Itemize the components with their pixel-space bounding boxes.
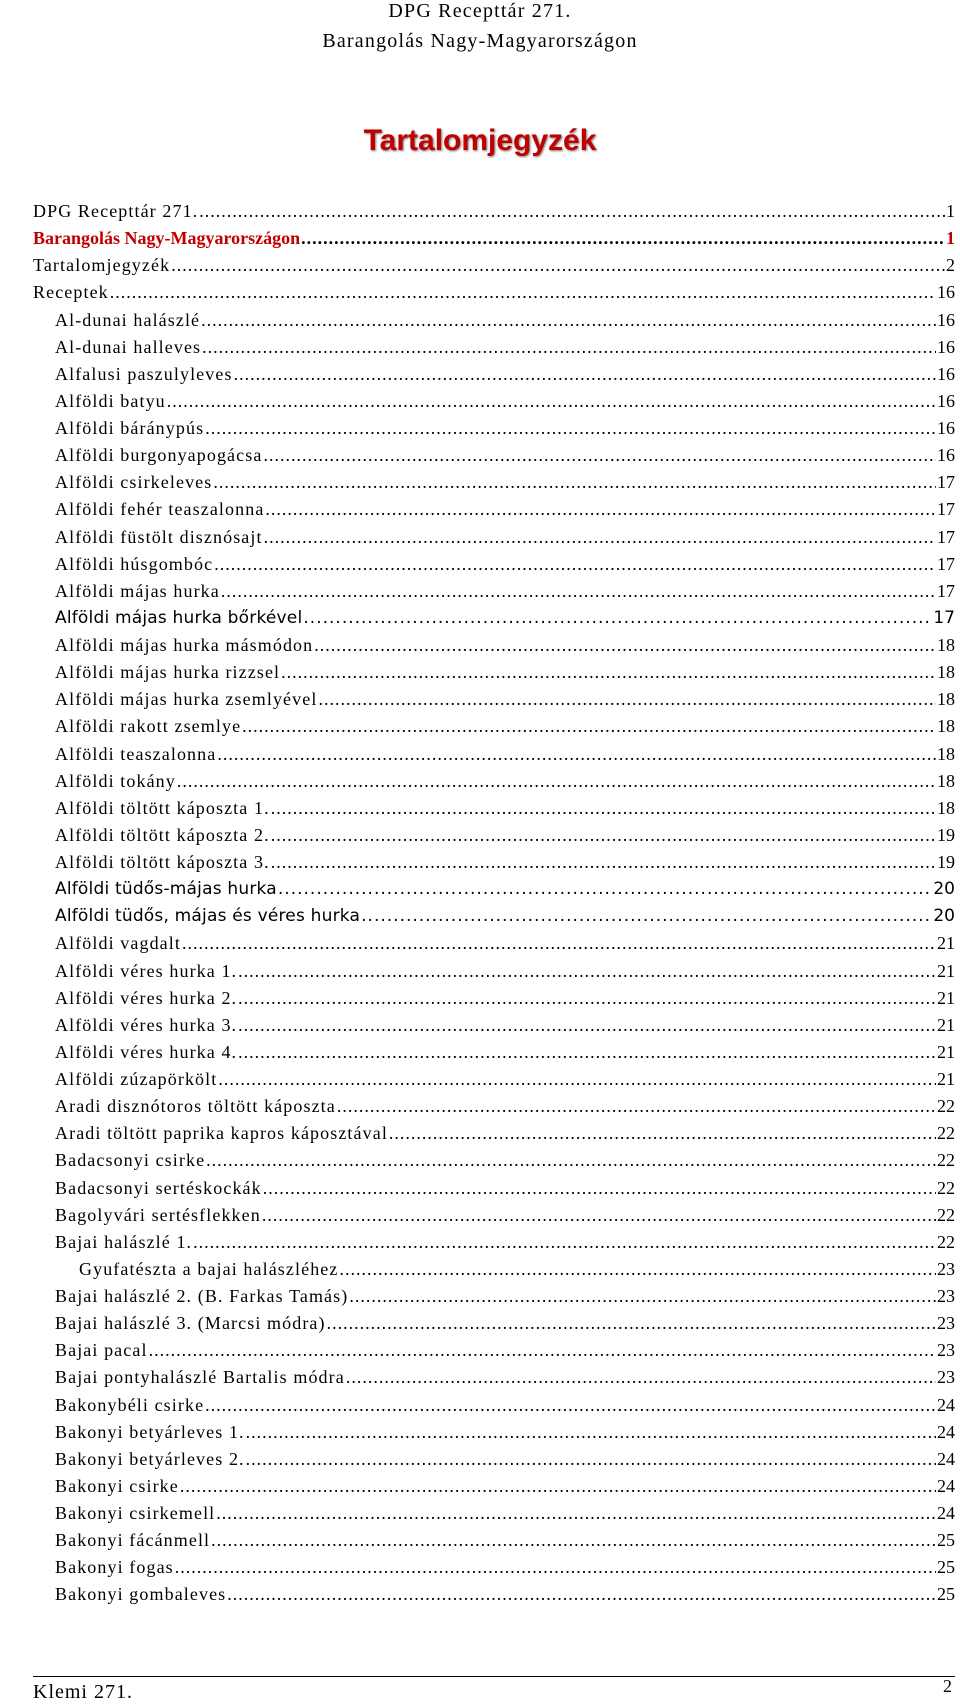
toc-entry-page: 18 — [937, 797, 955, 818]
toc-entry-page: 16 — [937, 282, 955, 303]
toc-leader-dots — [238, 1042, 936, 1063]
toc-entry[interactable] — [33, 1340, 955, 1367]
toc-entry-page: 24 — [937, 1421, 955, 1442]
toc-entry[interactable] — [33, 310, 955, 337]
toc-leader-dots — [303, 608, 932, 628]
toc-entry-title: Alföldi véres hurka 2. — [55, 987, 238, 1008]
toc-entry[interactable] — [33, 1530, 955, 1557]
toc-leader-dots — [201, 310, 936, 331]
toc-entry-page: 25 — [937, 1530, 955, 1551]
toc-entry-page: 21 — [937, 1014, 955, 1035]
toc-leader-dots — [217, 744, 936, 765]
toc-entry[interactable] — [33, 1015, 955, 1042]
toc-leader-dots — [182, 933, 936, 954]
toc-entry-page: 23 — [937, 1286, 955, 1306]
toc-entry-page: 18 — [937, 743, 955, 764]
toc-entry-title: Alföldi fehér teaszalonna — [55, 499, 265, 520]
toc-entry[interactable] — [33, 581, 955, 608]
toc-entry-page: 18 — [937, 635, 955, 655]
toc-entry-page: 17 — [937, 499, 955, 520]
toc-entry[interactable] — [33, 852, 955, 879]
toc-entry[interactable] — [33, 201, 955, 228]
toc-leader-dots — [211, 1530, 936, 1551]
toc-leader-dots — [271, 852, 936, 873]
toc-entry[interactable] — [33, 1422, 955, 1449]
toc-entry[interactable] — [33, 1313, 955, 1340]
toc-entry-page: 24 — [937, 1475, 955, 1496]
toc-entry-page: 18 — [937, 716, 955, 737]
toc-entry[interactable] — [33, 716, 955, 743]
toc-entry[interactable] — [33, 988, 955, 1015]
toc-entry-title: Bajai halászlé 2. (B. Farkas Tamás) — [55, 1286, 349, 1306]
toc-entry[interactable] — [33, 689, 955, 716]
toc-entry[interactable] — [33, 662, 955, 689]
toc-entry[interactable] — [33, 879, 955, 906]
toc-leader-dots — [238, 988, 936, 1009]
toc-entry-page: 17 — [937, 526, 955, 547]
toc-entry-page: 16 — [937, 418, 955, 438]
toc-leader-dots — [314, 635, 936, 656]
toc-leader-dots — [278, 879, 932, 899]
toc-entry[interactable] — [33, 1042, 955, 1069]
page-title: Tartalomjegyzék — [363, 124, 597, 157]
toc-entry-title: Alföldi tokány — [55, 770, 176, 791]
toc-entry[interactable] — [33, 228, 955, 255]
toc-entry-page: 16 — [937, 363, 955, 384]
toc-leader-dots — [263, 1178, 936, 1199]
toc-entry-title: Barangolás Nagy-Magyarországon — [33, 228, 301, 249]
toc-leader-dots — [206, 1150, 936, 1171]
toc-leader-dots — [177, 771, 936, 792]
toc-entry[interactable] — [33, 798, 955, 825]
toc-entry-title: Alföldi batyu — [55, 390, 166, 411]
toc-entry-title: Alföldi vagdalt — [55, 933, 181, 954]
toc-entry-title: Alföldi töltött káposzta 2. — [55, 824, 270, 845]
toc-leader-dots — [301, 228, 945, 249]
toc-entry-title: Alföldi májas hurka — [55, 580, 220, 601]
toc-entry-title: Alföldi véres hurka 4. — [55, 1041, 238, 1062]
toc-entry-page: 22 — [937, 1231, 955, 1252]
toc-entry-page: 18 — [937, 662, 955, 683]
toc-leader-dots — [242, 716, 936, 737]
toc-entry-page: 16 — [937, 390, 955, 411]
toc-leader-dots — [318, 689, 936, 710]
toc-leader-dots — [264, 527, 936, 548]
toc-entry-page: 23 — [937, 1313, 955, 1334]
toc-entry-title: Bajai pontyhalászlé Bartalis módra — [55, 1367, 345, 1388]
toc-entry-page: 21 — [937, 987, 955, 1008]
toc-entry-title: Receptek — [33, 282, 109, 303]
toc-entry[interactable] — [33, 554, 955, 581]
toc-leader-dots — [361, 906, 932, 926]
toc-leader-dots — [238, 1015, 936, 1036]
toc-leader-dots — [199, 201, 945, 222]
toc-entry-page: 19 — [937, 852, 955, 872]
toc-entry[interactable] — [33, 1178, 955, 1205]
toc-entry[interactable] — [33, 255, 955, 282]
toc-leader-dots — [263, 445, 936, 466]
running-header-subtitle: Barangolás Nagy-Magyarországon — [322, 30, 638, 52]
toc-leader-dots — [234, 364, 936, 385]
toc-leader-dots — [221, 581, 936, 602]
toc-entry[interactable] — [33, 1150, 955, 1177]
toc-leader-dots — [265, 499, 936, 520]
toc-entry[interactable] — [33, 1259, 955, 1286]
toc-leader-dots — [213, 472, 936, 493]
toc-entry[interactable] — [33, 391, 955, 418]
toc-entry-page: 24 — [937, 1394, 955, 1415]
toc-leader-dots — [337, 1096, 936, 1117]
toc-leader-dots — [246, 1422, 936, 1443]
toc-entry[interactable] — [33, 527, 955, 554]
toc-entry-title: Bagolyvári sertésflekken — [55, 1204, 261, 1225]
toc-entry[interactable] — [33, 635, 955, 662]
toc-entry[interactable] — [33, 1286, 955, 1313]
table-of-contents — [33, 201, 955, 1612]
toc-leader-dots — [175, 1557, 936, 1578]
toc-entry[interactable] — [33, 445, 955, 472]
toc-entry[interactable] — [33, 1123, 955, 1150]
toc-entry-page: 23 — [937, 1340, 955, 1361]
toc-leader-dots — [339, 1259, 936, 1280]
toc-entry-title: Bakonyi betyárleves 1. — [55, 1421, 245, 1442]
toc-entry[interactable] — [33, 933, 955, 960]
toc-entry[interactable] — [33, 1476, 955, 1503]
toc-entry-title: Alföldi rakott zsemlye — [55, 716, 242, 737]
toc-entry[interactable] — [33, 1395, 955, 1422]
toc-entry-page: 25 — [937, 1557, 955, 1578]
toc-entry[interactable] — [33, 1449, 955, 1476]
running-header-title: DPG Recepttár 271. — [388, 0, 572, 22]
toc-entry-page: 21 — [937, 1069, 955, 1089]
toc-entry[interactable] — [33, 418, 955, 445]
toc-entry-page: 16 — [937, 445, 955, 466]
toc-entry-title: Alföldi töltött káposzta 3. — [55, 852, 270, 872]
toc-leader-dots — [218, 1069, 936, 1090]
toc-entry[interactable] — [33, 608, 955, 635]
toc-entry-page: 17 — [937, 580, 955, 601]
toc-leader-dots — [281, 662, 936, 683]
toc-entry-title: Alföldi zúzapörkölt — [55, 1069, 218, 1089]
toc-entry-page: 17 — [933, 607, 955, 628]
toc-entry[interactable] — [33, 1205, 955, 1232]
toc-entry-title: Alföldi húsgombóc — [55, 553, 214, 574]
toc-entry-title: Bajai halászlé 3. (Marcsi módra) — [55, 1313, 326, 1334]
toc-leader-dots — [167, 391, 936, 412]
toc-entry-title: Alföldi véres hurka 3. — [55, 1014, 238, 1035]
toc-entry[interactable] — [33, 1069, 955, 1096]
toc-entry[interactable] — [33, 961, 955, 988]
toc-entry-title: Bakonyi csirkemell — [55, 1503, 216, 1523]
toc-entry-title: Alföldi tüdős-májas hurka — [55, 879, 277, 900]
toc-leader-dots — [349, 1286, 936, 1307]
toc-entry-title: Bajai pacal — [55, 1340, 148, 1361]
toc-leader-dots — [238, 961, 936, 982]
toc-leader-dots — [193, 1232, 936, 1253]
toc-entry-page: 21 — [937, 1041, 955, 1062]
toc-entry-title: Bakonybéli csirke — [55, 1394, 205, 1415]
toc-entry-title: Alföldi báránypús — [55, 418, 205, 438]
toc-leader-dots — [110, 282, 936, 303]
toc-entry-title: Alföldi csirkeleves — [55, 472, 213, 493]
toc-entry[interactable] — [33, 282, 955, 309]
toc-entry-page: 21 — [937, 960, 955, 981]
toc-entry-title: Alföldi teaszalonna — [55, 743, 217, 764]
toc-entry-title: Alfalusi paszulyleves — [55, 363, 233, 384]
toc-entry[interactable] — [33, 1584, 955, 1611]
toc-entry-title: Aradi disznótoros töltött káposzta — [55, 1096, 336, 1117]
toc-entry-page: 18 — [937, 689, 955, 710]
toc-leader-dots — [180, 1476, 936, 1497]
toc-entry-page: 22 — [937, 1177, 955, 1198]
toc-leader-dots — [202, 337, 936, 358]
toc-entry-page: 23 — [937, 1258, 955, 1279]
toc-entry-title: Alföldi véres hurka 1. — [55, 960, 238, 981]
toc-leader-dots — [346, 1367, 936, 1388]
toc-leader-dots — [262, 1205, 936, 1226]
toc-leader-dots — [205, 1395, 936, 1416]
toc-entry-page: 18 — [937, 770, 955, 791]
toc-entry-title: Gyufatészta a bajai halászléhez — [79, 1258, 339, 1279]
footer-label: Klemi 271. — [33, 1681, 133, 1703]
toc-entry-page: 22 — [937, 1150, 955, 1171]
toc-entry-page: 17 — [937, 553, 955, 574]
toc-entry-page: 1 — [946, 201, 955, 221]
toc-leader-dots — [216, 1503, 936, 1524]
toc-entry[interactable] — [33, 1557, 955, 1584]
toc-entry[interactable] — [33, 1503, 955, 1530]
toc-entry[interactable] — [33, 1096, 955, 1123]
toc-entry-page: 16 — [937, 309, 955, 330]
toc-leader-dots — [327, 1313, 936, 1334]
toc-entry-page: 23 — [937, 1367, 955, 1388]
toc-entry-title: Alföldi májas hurka másmódon — [55, 635, 314, 655]
toc-entry[interactable] — [33, 1367, 955, 1394]
toc-entry-page: 21 — [937, 933, 955, 954]
toc-entry-title: Badacsonyi sertéskockák — [55, 1177, 262, 1198]
toc-leader-dots — [389, 1123, 936, 1144]
toc-entry[interactable] — [33, 337, 955, 364]
toc-entry-page: 22 — [937, 1123, 955, 1144]
toc-entry[interactable] — [33, 1232, 955, 1259]
toc-leader-dots — [271, 825, 936, 846]
toc-leader-dots — [227, 1584, 936, 1605]
toc-leader-dots — [149, 1340, 936, 1361]
toc-entry-title: Al-dunai halászlé — [55, 309, 201, 330]
toc-entry-title: Bakonyi betyárleves 2. — [55, 1448, 245, 1469]
toc-entry-title: Bakonyi csirke — [55, 1475, 179, 1496]
toc-entry-title: Alföldi burgonyapogácsa — [55, 445, 263, 466]
toc-entry-page: 20 — [933, 879, 955, 900]
toc-entry-page: 17 — [937, 472, 955, 493]
toc-entry-title: Alföldi májas hurka bőrkével — [55, 607, 303, 628]
toc-entry[interactable] — [33, 472, 955, 499]
toc-leader-dots — [271, 798, 936, 819]
toc-leader-dots — [171, 255, 945, 276]
toc-entry-page: 20 — [933, 906, 955, 927]
toc-entry-title: Alföldi töltött káposzta 1. — [55, 797, 270, 818]
toc-entry-page: 22 — [937, 1096, 955, 1117]
toc-leader-dots — [214, 554, 936, 575]
toc-entry-title: Badacsonyi csirke — [55, 1150, 206, 1171]
toc-entry-title: Alföldi májas hurka zsemlyével — [55, 689, 318, 710]
toc-entry[interactable] — [33, 499, 955, 526]
toc-entry[interactable] — [33, 744, 955, 771]
toc-entry-title: Bakonyi fácánmell — [55, 1530, 211, 1551]
toc-entry-title: Bajai halászlé 1. — [55, 1231, 193, 1252]
toc-entry-page: 16 — [937, 336, 955, 357]
toc-entry-title: Aradi töltött paprika kapros káposztával — [55, 1123, 388, 1144]
toc-entry-title: Bakonyi gombaleves — [55, 1584, 227, 1605]
toc-entry-page: 2 — [946, 255, 955, 276]
toc-entry-title: Tartalomjegyzék — [33, 255, 171, 276]
toc-entry-title: Alföldi füstölt disznósajt — [55, 526, 263, 547]
page-number: 2 — [943, 1676, 952, 1696]
toc-entry-page: 24 — [937, 1503, 955, 1523]
toc-entry-title: Alföldi májas hurka rizzsel — [55, 662, 281, 683]
toc-entry[interactable] — [33, 825, 955, 852]
toc-leader-dots — [205, 418, 936, 439]
toc-entry[interactable] — [33, 771, 955, 798]
footer-divider — [33, 1676, 955, 1677]
toc-entry[interactable] — [33, 906, 955, 933]
toc-entry[interactable] — [33, 364, 955, 391]
toc-entry-page: 22 — [937, 1204, 955, 1225]
toc-entry-title: Bakonyi fogas — [55, 1557, 174, 1578]
toc-entry-page: 19 — [937, 824, 955, 845]
toc-entry-page: 24 — [937, 1448, 955, 1469]
toc-entry-title: DPG Recepttár 271. — [33, 201, 199, 221]
toc-entry-page: 25 — [937, 1584, 955, 1605]
toc-entry-page: 1 — [946, 228, 955, 249]
toc-leader-dots — [246, 1449, 936, 1470]
toc-entry-title: Alföldi tüdős, májas és véres hurka — [55, 906, 361, 927]
toc-entry-title: Al-dunai halleves — [55, 336, 202, 357]
